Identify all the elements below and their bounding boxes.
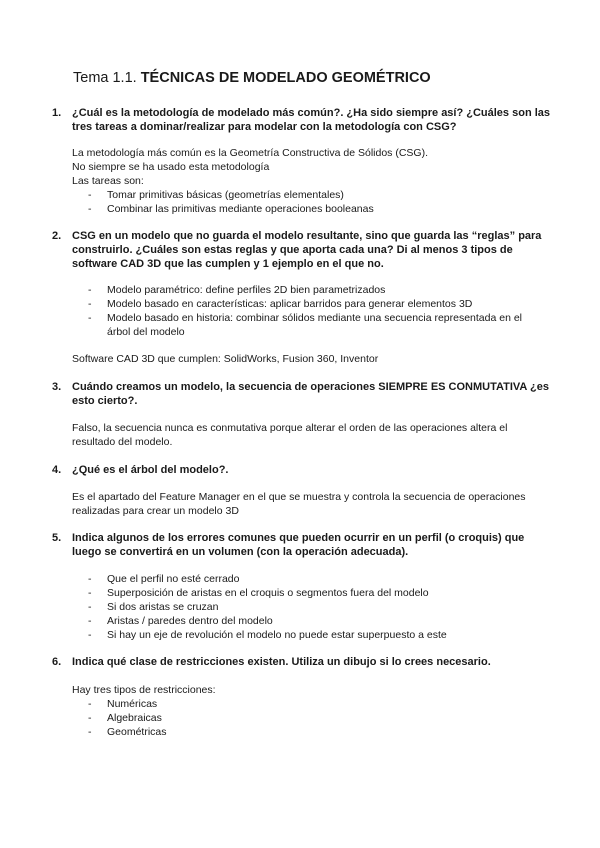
bullet-dash: - [88,189,92,201]
question-number: 2. [52,230,62,242]
list-item [88,572,528,586]
list-item-text: Numéricas [107,698,158,710]
list-item [88,697,528,711]
list-item-text: Combinar las primitivas mediante operaciones booleanas [107,203,374,215]
list-item-text: Si hay un eje de revolución el modelo no puede estar superpuesto a este [107,629,447,641]
bullet-dash: - [88,298,92,310]
list-item [88,586,528,600]
list-item [88,297,528,311]
question-text: Cuándo creamos un modelo, la secuencia de operaciones SIEMPRE ES CONMUTATIVA ¿es esto cierto?. [72,381,549,407]
answer-4-text: Es el apartado del Feature Manager en el que se muestra y controla la secuencia de operaciones realizadas para crear un modelo 3D [72,491,526,517]
list-item-text: Modelo basado en características: aplicar barridos para generar elementos 3D [107,298,473,310]
list-item [88,628,528,642]
list-item-text: Modelo paramétrico: define perfiles 2D bien parametrizados [107,284,386,296]
bullet-dash: - [88,629,92,641]
question-number: 6. [52,656,62,668]
list-item [88,202,528,216]
bullet-dash: - [88,284,92,296]
list-item [88,311,528,339]
bullet-dash: - [88,203,92,215]
bullet-dash: - [88,312,92,324]
bullet-dash: - [88,587,92,599]
answer-1-line-2: No siempre se ha usado esta metodología [72,161,270,173]
question-number: 3. [52,381,62,393]
list-item-text: Que el perfil no esté cerrado [107,573,240,585]
question-number: 1. [52,107,62,119]
bullet-dash: - [88,712,92,724]
question-text: ¿Qué es el árbol del modelo?. [72,464,229,476]
answer-3-text: Falso, la secuencia nunca es conmutativa porque alterar el orden de las operaciones altera el resultado del modelo. [72,422,508,448]
answer-1-line-1: La metodología más común es la Geometría Constructiva de Sólidos (CSG). [72,147,428,159]
title-prefix: Tema 1.1. [73,70,137,86]
list-item-text: Superposición de aristas en el croquis o segmentos fuera del modelo [107,587,429,599]
list-item [88,283,528,297]
bullet-dash: - [88,698,92,710]
list-item-text: Tomar primitivas básicas (geometrías elementales) [107,189,344,201]
bullet-dash: - [88,573,92,585]
list-item-text: Si dos aristas se cruzan [107,601,219,613]
page-title [73,70,431,86]
question-text: CSG en un modelo que no guarda el modelo resultante, sino que guarda las “reglas” para construirlo. ¿Cuáles son estas reglas y que aporta cada una? Di al menos 3 tipos de software CAD 3D que las cumplen y 1 ejemplo en el que no. [72,230,542,270]
list-item-text: Algebraicas [107,712,162,724]
bullet-dash: - [88,726,92,738]
list-item [88,614,528,628]
list-item [88,188,528,202]
question-text: Indica qué clase de restricciones existen. Utiliza un dibujo si lo crees necesario. [72,656,491,668]
list-item-text: Aristas / paredes dentro del modelo [107,615,273,627]
list-item [88,600,528,614]
bullet-dash: - [88,615,92,627]
title-main: TÉCNICAS DE MODELADO GEOMÉTRICO [140,70,431,86]
answer-6-intro: Hay tres tipos de restricciones: [72,684,216,696]
question-number: 5. [52,532,62,544]
answer-2-software: Software CAD 3D que cumplen: SolidWorks, Fusion 360, Inventor [72,353,379,365]
list-item [88,711,528,725]
list-item-text: Modelo basado en historia: combinar sólidos mediante una secuencia representada en el árbol del modelo [107,312,523,338]
question-text: Indica algunos de los errores comunes que pueden ocurrir en un perfil (o croquis) que luego se convertirá en un volumen (con la operación adecuada). [72,532,525,558]
answer-1-line-3: Las tareas son: [72,175,144,187]
bullet-dash: - [88,601,92,613]
list-item [88,725,528,739]
answer-1-list [88,188,528,216]
answer-5-list [88,572,528,642]
list-item-text: Geométricas [107,726,167,738]
question-number: 4. [52,464,62,476]
question-text: ¿Cuál es la metodología de modelado más común?. ¿Ha sido siempre así? ¿Cuáles son las tres tareas a dominar/realizar para modelar con la metodología con CSG? [72,107,551,133]
answer-2-list [88,283,528,339]
answer-6-list [88,697,528,739]
